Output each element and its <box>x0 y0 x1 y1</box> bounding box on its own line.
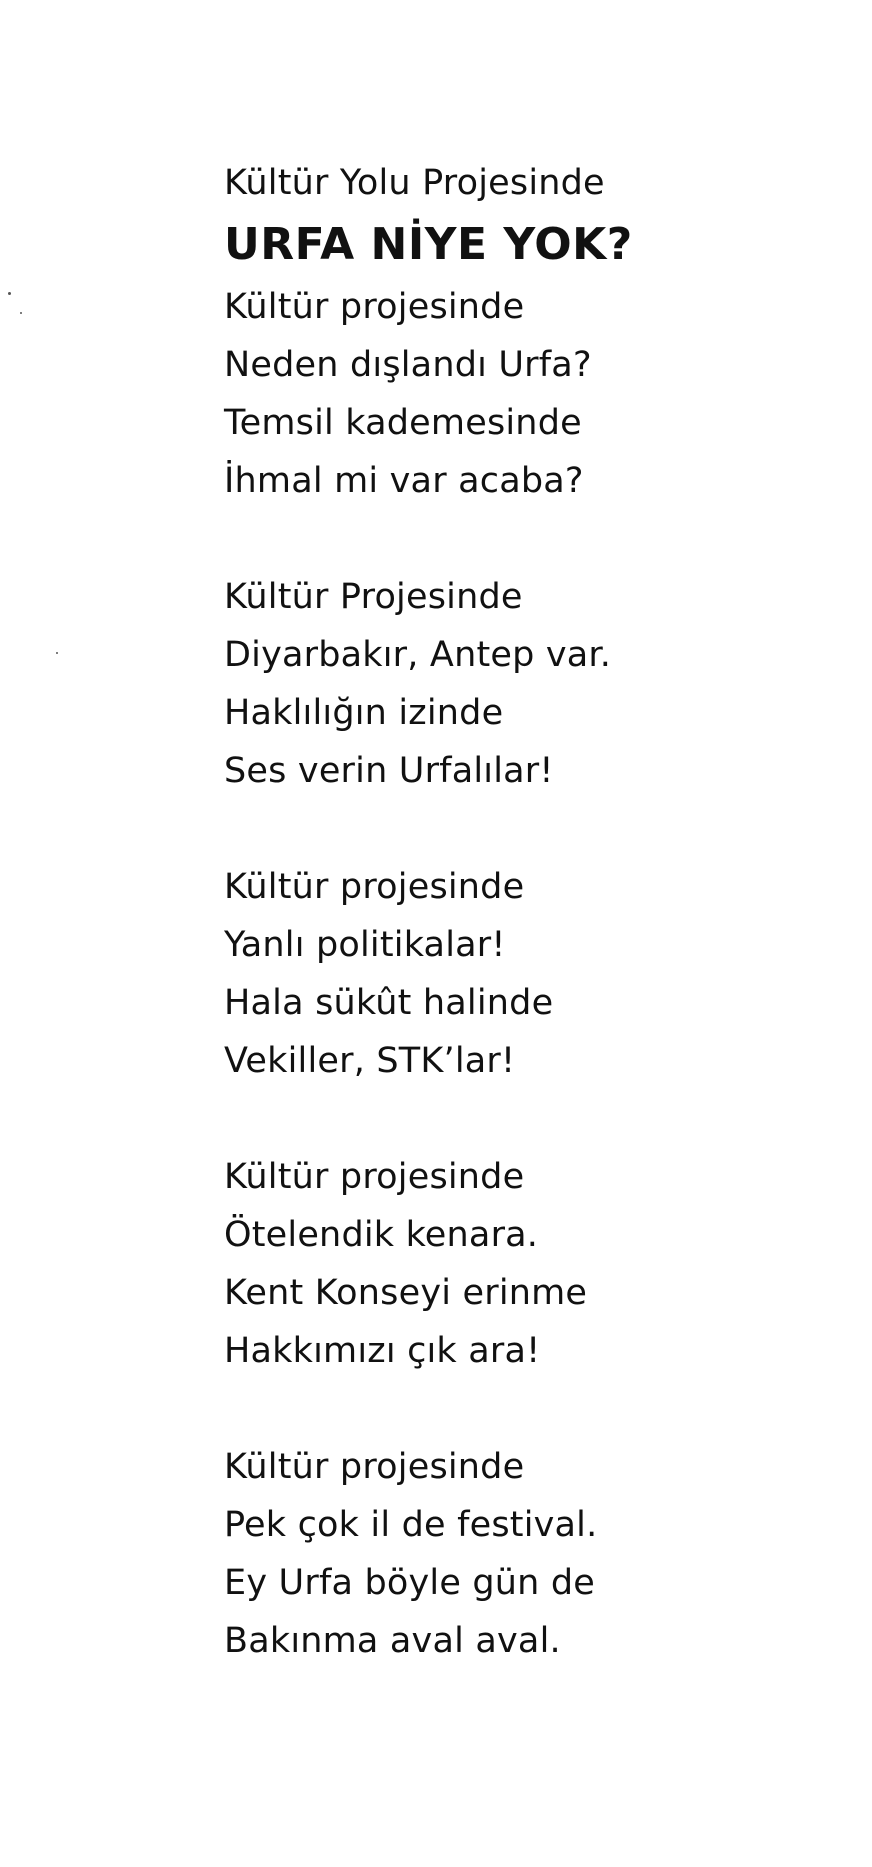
scan-speck <box>8 292 11 295</box>
stanza-1 <box>224 278 864 510</box>
verse-line: Kültür projesinde <box>224 867 525 907</box>
verse-line: Kültür projesinde <box>224 287 525 327</box>
verse-line: Kültür projesinde <box>224 1447 525 1487</box>
stanza-spacer <box>224 510 864 568</box>
verse-line: Hakkımızı çık ara! <box>224 1331 541 1371</box>
verse-line: Neden dışlandı Urfa? <box>224 345 592 385</box>
verse-line: Temsil kademesinde <box>224 403 582 443</box>
verse-line: Hala sükût halinde <box>224 983 554 1023</box>
verse-line: Bakınma aval aval. <box>224 1621 561 1661</box>
verse-line: Kültür Projesinde <box>224 577 523 617</box>
scan-speck <box>20 312 22 314</box>
stanza-spacer <box>224 1380 864 1438</box>
verse-line: Pek çok il de festival. <box>224 1505 598 1545</box>
stanza-spacer <box>224 800 864 858</box>
poem-title: URFA NİYE YOK? <box>224 219 633 270</box>
stanza-5 <box>224 1438 864 1670</box>
stanza-spacer <box>224 1090 864 1148</box>
verse-line: Ötelendik kenara. <box>224 1215 539 1255</box>
stanza-4 <box>224 1148 864 1380</box>
verse-line: Ses verin Urfalılar! <box>224 751 554 791</box>
verse-line: Kent Konseyi erinme <box>224 1273 588 1313</box>
verse-line: Yanlı politikalar! <box>224 925 506 965</box>
stanza-3 <box>224 858 864 1090</box>
verse-line: İhmal mi var acaba? <box>224 461 584 501</box>
stanza-2 <box>224 568 864 800</box>
verse-line: Vekiller, STK’lar! <box>224 1041 516 1081</box>
verse-line: Diyarbakır, Antep var. <box>224 635 612 675</box>
verse-line: Kültür projesinde <box>224 1157 525 1197</box>
verse-line: Haklılığın izinde <box>224 693 504 733</box>
poem-subtitle: Kültür Yolu Projesinde <box>224 163 605 203</box>
scan-speck <box>56 652 58 654</box>
verse-line: Ey Urfa böyle gün de <box>224 1563 596 1603</box>
poem <box>224 154 864 1670</box>
